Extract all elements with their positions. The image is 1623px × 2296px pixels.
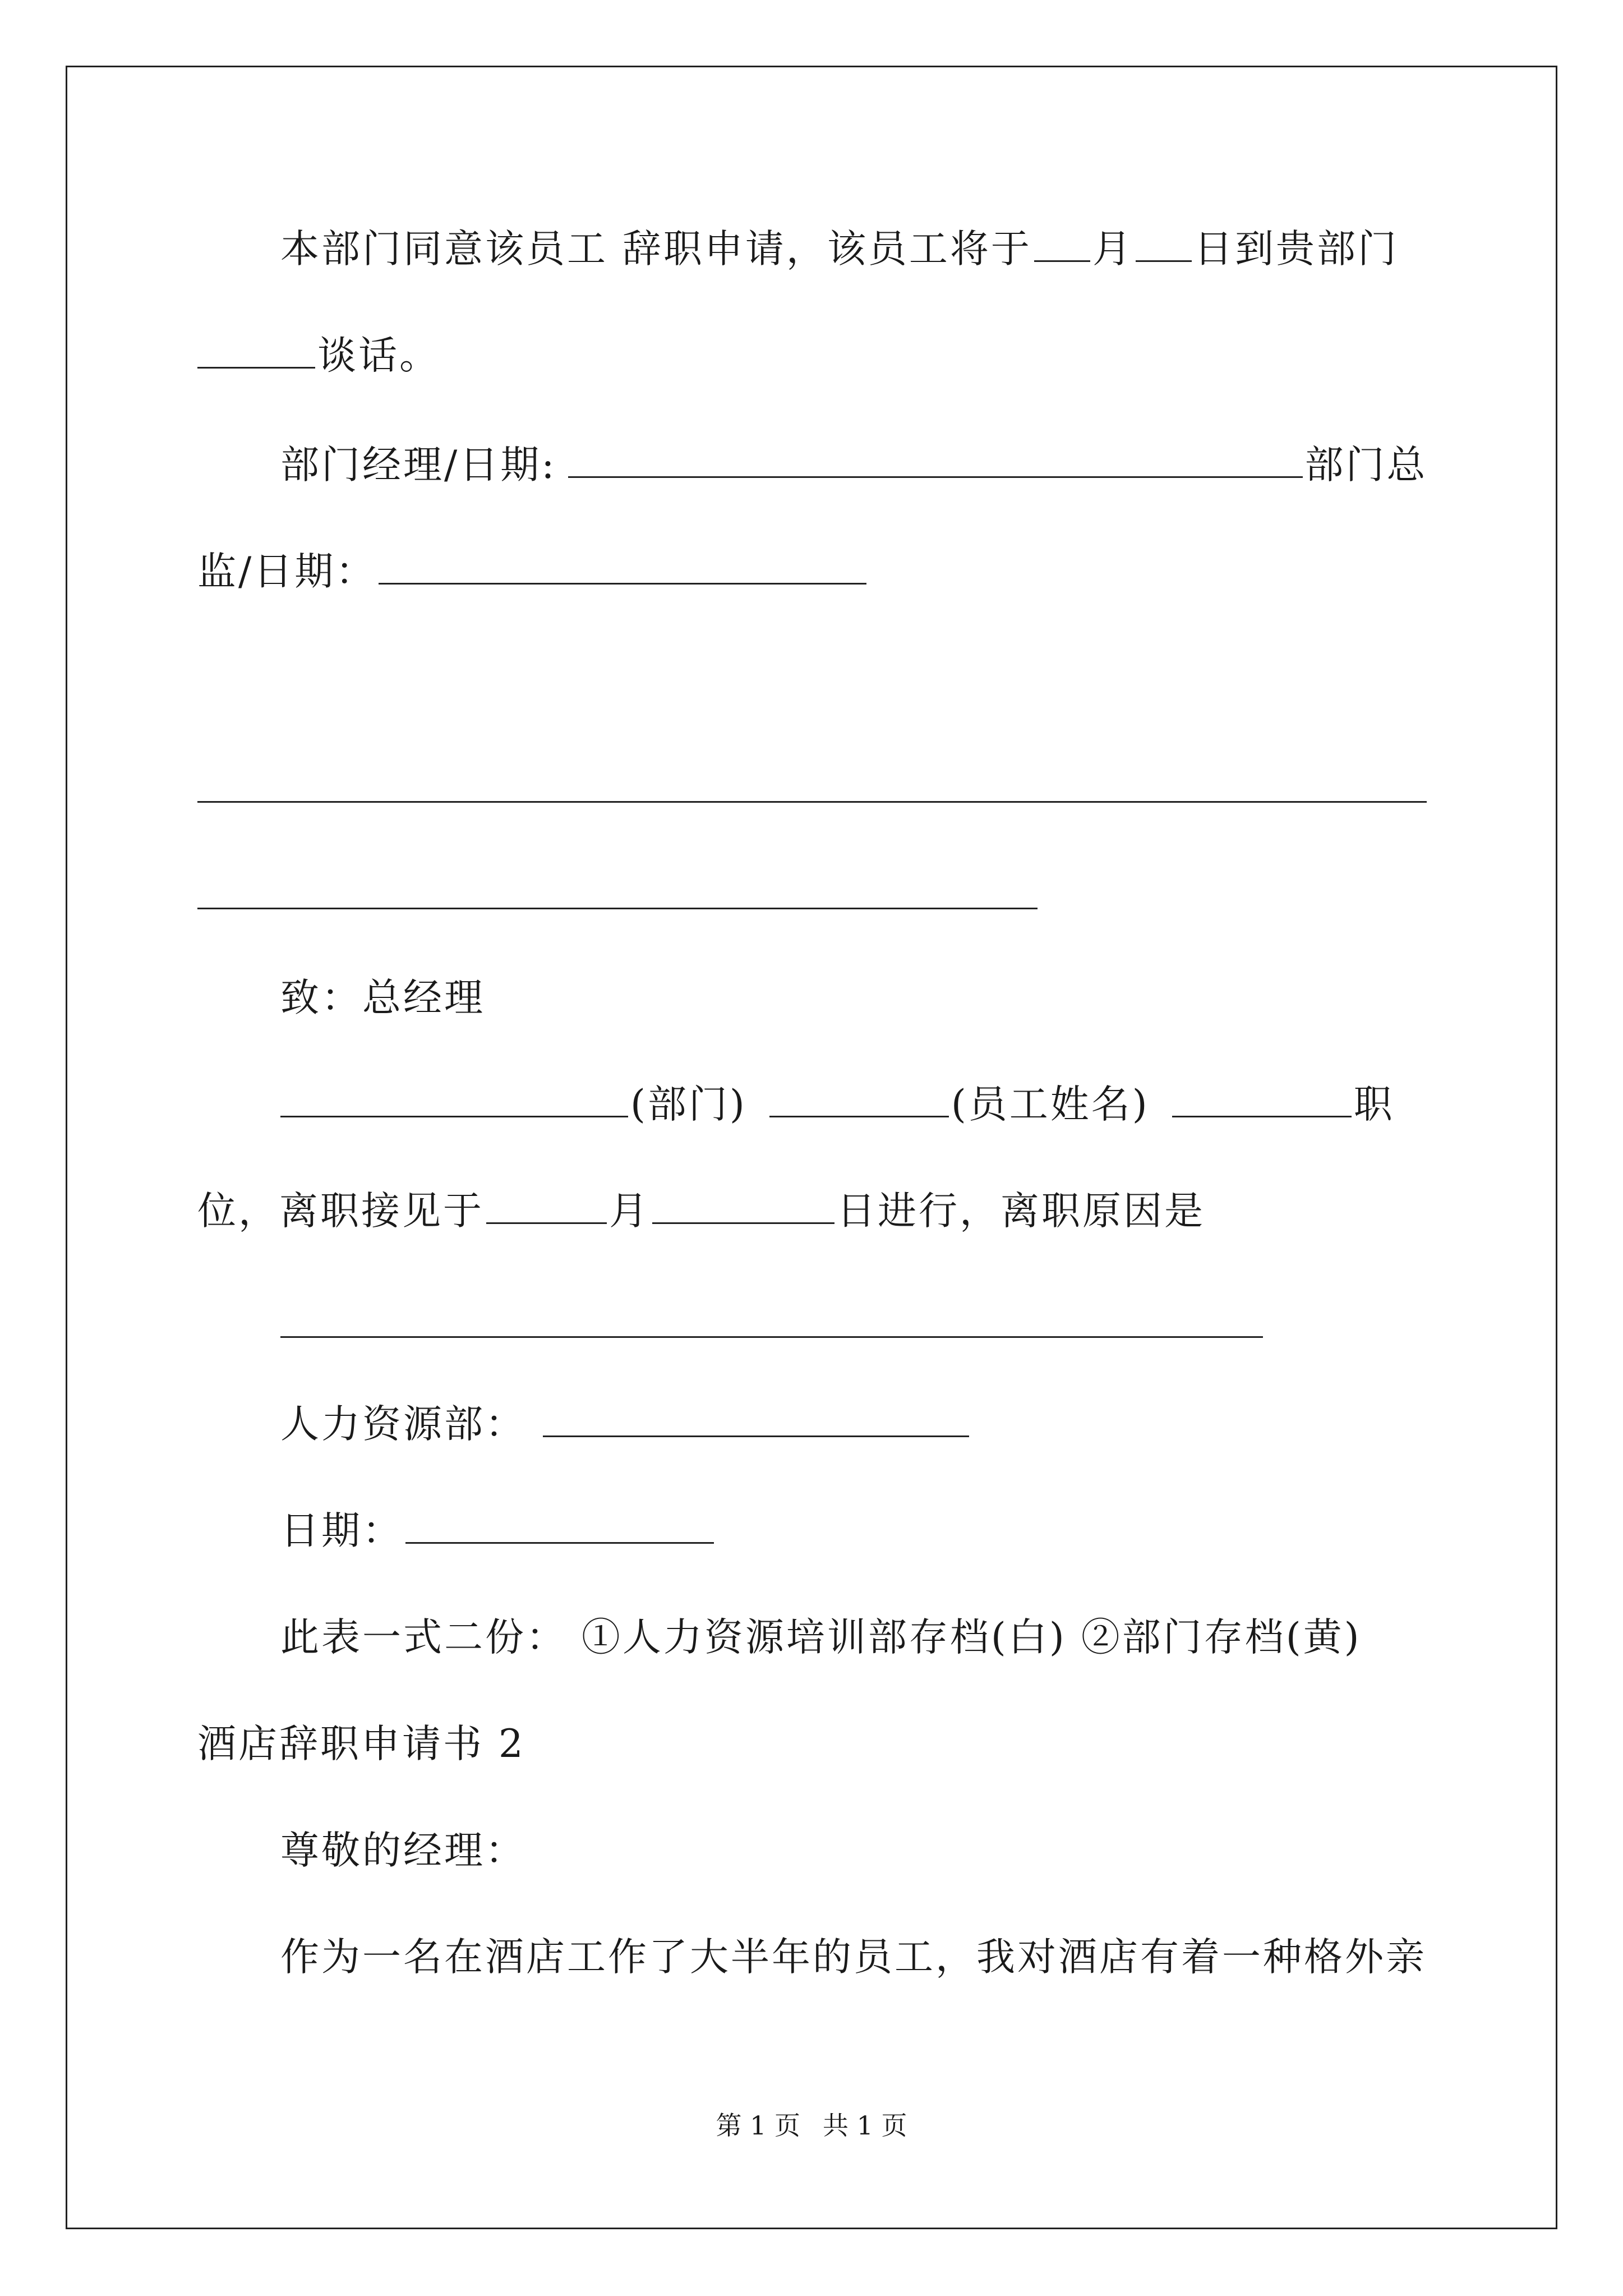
department-blank[interactable]	[280, 1116, 628, 1117]
director-date-blank[interactable]	[379, 583, 866, 585]
to-gm-text: 致：总经理	[280, 976, 485, 1020]
date-label: 日期：	[280, 1508, 403, 1553]
body-paragraph	[280, 1935, 1427, 1980]
approval-line	[280, 227, 1399, 272]
manager-date-line	[280, 443, 1428, 487]
page-number: 第 1 页	[716, 2110, 800, 2141]
month-label: 月	[1092, 227, 1133, 272]
interview-day-blank[interactable]	[652, 1222, 834, 1224]
hr-blank[interactable]	[543, 1435, 969, 1437]
exit-interview-line	[197, 1189, 1205, 1234]
hr-line	[280, 1402, 971, 1447]
interview-month-label: 月	[609, 1189, 650, 1234]
page-total: 共 1 页	[823, 2110, 907, 2141]
to-dept-text: 日到贵部门	[1193, 227, 1399, 272]
employee-name-label: (员工姓名)	[951, 1082, 1150, 1127]
reason-blank[interactable]	[280, 1336, 1263, 1338]
director-date-label: 监/日期：	[197, 549, 377, 594]
position-blank[interactable]	[1172, 1116, 1352, 1117]
talk-text: 谈话。	[317, 333, 440, 378]
employee-info-line	[280, 1082, 1395, 1127]
date-line	[280, 1508, 716, 1553]
day-blank[interactable]	[1136, 260, 1192, 262]
body-text: 作为一名在酒店工作了大半年的员工，我对酒店有着一种格外亲	[280, 1935, 1427, 1980]
department-label: (部门)	[630, 1082, 747, 1127]
director-date-line	[197, 549, 869, 594]
director-label-start: 部门总	[1304, 443, 1428, 487]
manager-date-blank[interactable]	[568, 476, 1303, 478]
approval-text: 本部门同意该员工 辞职申请，该员工将于	[280, 227, 1032, 272]
reason-label: 日进行，离职原因是	[837, 1189, 1205, 1234]
page-border	[66, 66, 1557, 2229]
copies-text: 此表一式二份： ①人力资源培训部存档(白) ②部门存档(黄)	[280, 1615, 1362, 1660]
hr-label: 人力资源部：	[280, 1402, 526, 1447]
letter-title	[197, 1722, 525, 1766]
separator-rule-2	[197, 908, 1038, 909]
date-blank[interactable]	[405, 1542, 714, 1544]
exit-interview-label: 位，离职接见于	[197, 1189, 484, 1234]
dept-blank[interactable]	[197, 367, 315, 369]
salutation	[280, 1828, 526, 1873]
salutation-text: 尊敬的经理：	[280, 1828, 526, 1873]
manager-date-label: 部门经理/日期:	[280, 443, 557, 487]
page-footer	[0, 2110, 1623, 2141]
position-label-start: 职	[1353, 1082, 1395, 1127]
to-gm-line	[280, 976, 485, 1020]
letter-title-text: 酒店辞职申请书 2	[197, 1722, 525, 1766]
talk-line	[197, 333, 440, 378]
copies-line	[280, 1615, 1362, 1660]
month-blank[interactable]	[1034, 260, 1090, 262]
interview-month-blank[interactable]	[486, 1222, 607, 1224]
separator-rule-1	[197, 801, 1427, 803]
employee-name-blank[interactable]	[769, 1116, 949, 1117]
